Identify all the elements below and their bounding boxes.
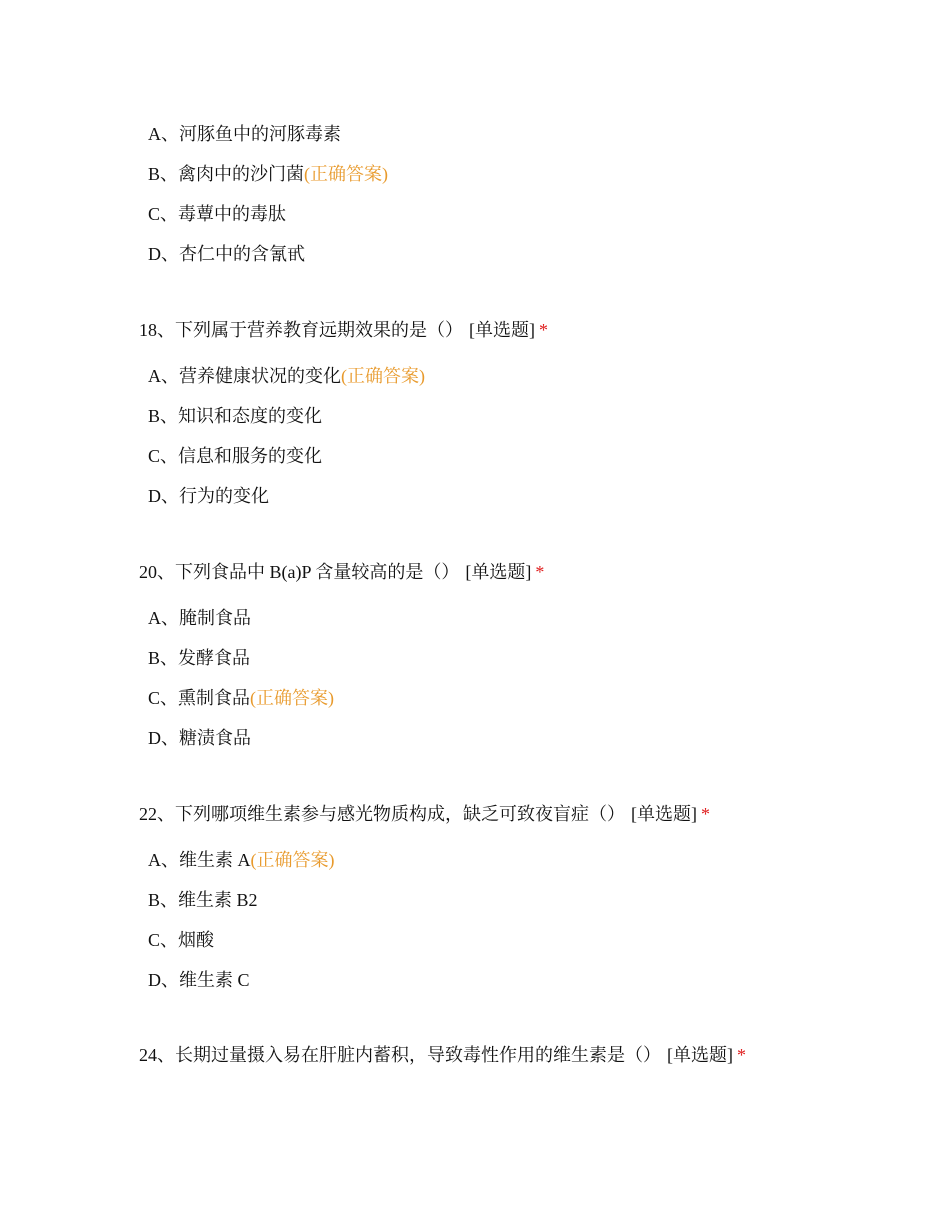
question-type: [单选题] [667, 1045, 733, 1065]
option-c [148, 202, 286, 226]
required-marker: * [539, 320, 548, 340]
option-b [148, 404, 322, 428]
option-text: A、维生素 A [148, 850, 251, 870]
option-c [148, 928, 214, 952]
correct-answer-tag: (正确答案) [304, 164, 389, 184]
question-title [139, 318, 548, 342]
option-d [148, 242, 305, 266]
question-title [139, 1043, 746, 1067]
option-text: B、禽肉中的沙门菌 [148, 164, 305, 184]
correct-answer-tag: (正确答案) [341, 366, 425, 386]
option-text: D、维生素 C [148, 970, 250, 990]
option-b [148, 162, 388, 186]
required-marker: * [701, 804, 710, 824]
option-text: C、熏制食品 [148, 688, 251, 708]
option-b [148, 888, 258, 912]
option-text: B、维生素 B2 [148, 890, 258, 910]
option-text: A、河豚鱼中的河豚毒素 [148, 124, 341, 144]
option-b [148, 646, 250, 670]
option-text: A、腌制食品 [148, 608, 251, 628]
question-type: [单选题] [469, 320, 535, 340]
question-type: [单选题] [631, 804, 697, 824]
option-text: C、信息和服务的变化 [148, 446, 323, 466]
option-text: C、烟酸 [148, 930, 215, 950]
question-title [139, 802, 710, 826]
option-text: B、知识和态度的变化 [148, 406, 323, 426]
option-c [148, 444, 322, 468]
question-type: [单选题] [465, 562, 532, 582]
option-a [148, 364, 425, 388]
option-text: D、杏仁中的含氰甙 [148, 244, 305, 264]
question-title [139, 560, 544, 584]
option-text: A、营养健康状况的变化 [148, 366, 341, 386]
question-text: 20、下列食品中 B(a)P 含量较高的是（） [139, 562, 460, 582]
option-d [148, 726, 251, 750]
question-text: 18、下列属于营养教育远期效果的是（） [139, 320, 463, 340]
option-a [148, 122, 341, 146]
question-text: 24、长期过量摄入易在肝脏内蓄积，导致毒性作用的维生素是（） [139, 1045, 661, 1065]
option-d [148, 968, 250, 992]
option-text: D、糖渍食品 [148, 728, 251, 748]
correct-answer-tag: (正确答案) [250, 850, 335, 870]
option-d [148, 484, 269, 508]
required-marker: * [535, 562, 545, 582]
option-a [148, 848, 335, 872]
option-a [148, 606, 251, 630]
correct-answer-tag: (正确答案) [250, 688, 335, 708]
option-text: C、毒蕈中的毒肽 [148, 204, 287, 224]
option-text: B、发酵食品 [148, 648, 251, 668]
question-text: 22、下列哪项维生素参与感光物质构成，缺乏可致夜盲症（） [139, 804, 625, 824]
option-c [148, 686, 334, 710]
required-marker: * [737, 1045, 746, 1065]
option-text: D、行为的变化 [148, 486, 269, 506]
